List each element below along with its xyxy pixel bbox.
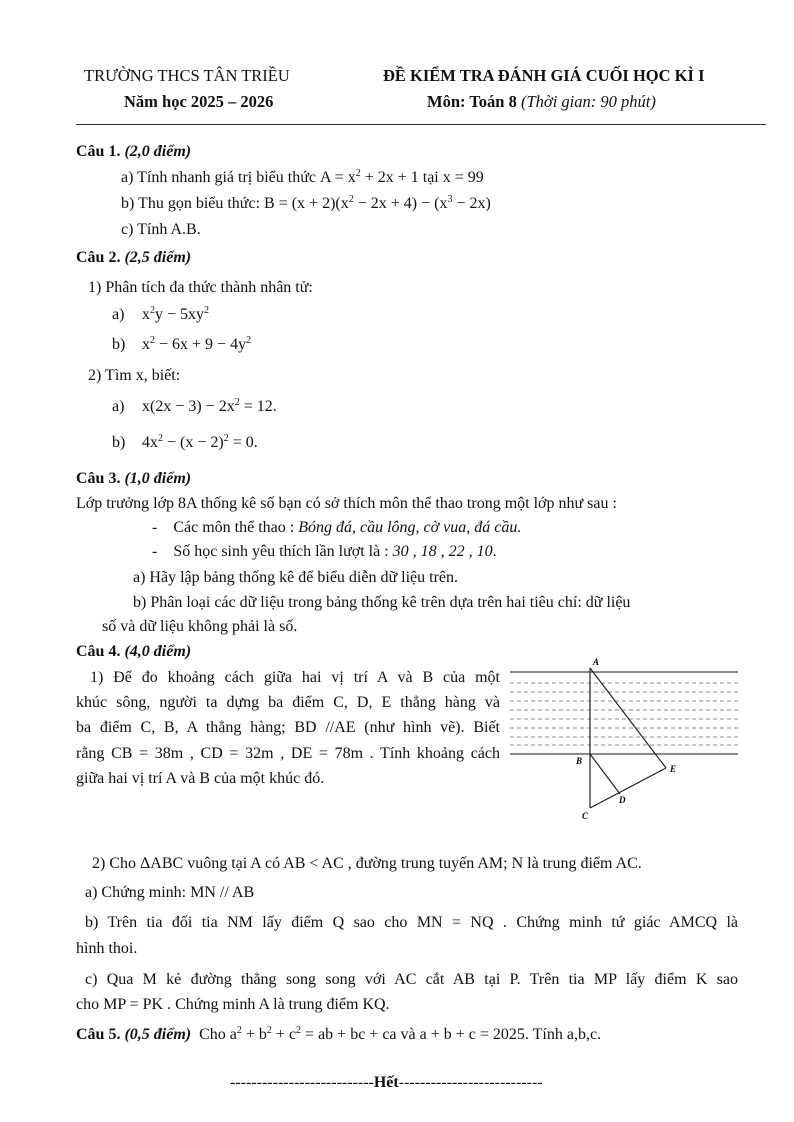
q3-bullet2-value: 30 , 18 , 22 , 10: [392, 543, 493, 560]
q2-part1: 1) Phân tích đa thức thành nhân tử:: [88, 279, 313, 296]
q5-expr-1: $a^2 + b^2 + c^2$ = ab + bc + ca: [229, 1025, 397, 1043]
q3-heading: [76, 470, 191, 488]
q4-p1-line2: khúc sông, người ta dựng ba điểm C, D, E thẳng hàng và: [76, 694, 500, 711]
q2-1b-label: b): [112, 336, 126, 353]
q4-title: Câu 4.: [76, 643, 121, 660]
q2-2b-expr: $4x^2 - (x - 2)^2 = 0$.: [142, 433, 258, 451]
q3-bullet1-value: Bóng đá, cầu lông, cờ vua, đá cầu.: [298, 519, 522, 536]
q2-1a-label: a): [112, 306, 125, 323]
river-water-lines: [510, 683, 738, 745]
q5-expr-2: a + b + c = 2025: [419, 1026, 525, 1043]
q4-p2b-line1: b) Trên tia đối tia NM lấy điểm Q sao cho MN = NQ . Chứng minh tứ giác AMCQ là: [85, 914, 738, 931]
q4-p2b-line2: hình thoi.: [76, 940, 138, 957]
triangle-lines: [590, 668, 666, 808]
q4-p1-line5: giữa hai vị trí A và B của một khúc đó.: [76, 770, 325, 787]
q3-b-line1: b) Phân loại các dữ liệu trong bảng thống kê trên dựa trên hai tiêu chí: dữ liệu: [133, 594, 631, 611]
q5-text-1: Cho: [199, 1026, 226, 1043]
q1-c: c) Tính A.B.: [121, 221, 201, 238]
q3-a: a) Hãy lập bảng thống kê để biểu diễn dữ liệu trên.: [133, 569, 459, 586]
subject: Môn: Toán 8: [427, 92, 517, 111]
q5-title: Câu 5.: [76, 1026, 121, 1043]
q2-2a-label: a): [112, 398, 125, 415]
q4-p2c-line2: cho MP = PK . Chứng minh A là trung điểm KQ.: [76, 996, 390, 1013]
duration: (Thời gian: 90 phút): [521, 92, 656, 111]
river-figure: [510, 655, 740, 835]
q2-points: (2,5 điểm): [124, 249, 192, 266]
q3-b-line2: số và dữ liệu không phải là số.: [102, 618, 298, 635]
q4-p2a: a) Chứng minh: MN // AB: [85, 884, 255, 901]
segment-AE: [590, 668, 666, 768]
label-B: B: [576, 756, 583, 766]
q1-a-mid: tại: [422, 169, 439, 186]
q1-b-expr: $B = (x + 2)(x^2 - 2x + 4) - (x^3 - 2x)$: [264, 194, 491, 212]
q2-1b-expr: $x^2 - 6x + 9 - 4y^2$: [142, 335, 252, 353]
q3-bullet1-label: Các môn thể thao :: [173, 519, 295, 536]
end-dashes-left: ---------------------------: [230, 1074, 374, 1091]
end-marker: [230, 1074, 543, 1092]
q2-part2: 2) Tìm x, biết:: [88, 367, 181, 384]
q2-1a-expr: $x^2y - 5xy^2$: [142, 305, 210, 323]
q5-text-2: và: [400, 1026, 416, 1043]
q1-a-val: x = 99: [442, 169, 484, 186]
q1-heading: [76, 143, 191, 161]
segment-BD: [590, 754, 620, 794]
q3-bullet2-label: Số học sinh yêu thích lần lượt là :: [173, 543, 389, 560]
q3-bullet-2: - Số học sinh yêu thích lần lượt là : 30 , 18 , 22 , 10.: [152, 543, 497, 560]
q4-p1-line1: 1) Để đo khoảng cách giữa hai vị trí A và B của một: [90, 669, 500, 686]
q5: [76, 1026, 601, 1044]
label-A: A: [593, 657, 600, 667]
q2-2b-label: b): [112, 434, 126, 451]
q1-a-expr: $A = x^2 + 2x + 1$: [320, 168, 419, 186]
school-name: TRƯỜNG THCS TÂN TRIỀU: [84, 66, 290, 85]
q2-title: Câu 2.: [76, 249, 121, 266]
q1-b-text: b) Thu gọn biểu thức:: [121, 195, 261, 212]
segment-CE: [590, 768, 666, 808]
q3-bullet-1: [152, 519, 521, 537]
q3-title: Câu 3.: [76, 470, 121, 487]
exam-title: ĐỀ KIỂM TRA ĐÁNH GIÁ CUỐI HỌC KÌ I: [383, 66, 705, 85]
bullet-mark: -: [152, 519, 158, 536]
q4-p2-intro: 2) Cho ΔABC vuông tại A có AB < AC , đường trung tuyến AM; N là trung điểm AC.: [92, 855, 642, 872]
label-E: E: [670, 764, 677, 774]
q1-a-text: a) Tính nhanh giá trị biểu thức: [121, 169, 316, 186]
q5-points: (0,5 điểm): [124, 1026, 192, 1043]
q4-points: (4,0 điểm): [124, 643, 192, 660]
label-D: D: [619, 795, 626, 805]
q1-title: Câu 1.: [76, 143, 121, 160]
q5-text-3: . Tính a,b,c.: [524, 1026, 602, 1043]
q1-b: [121, 195, 491, 213]
label-C: C: [582, 811, 589, 821]
q1-points: (2,0 điểm): [124, 143, 192, 160]
q3-points: (1,0 điểm): [124, 470, 192, 487]
q4-p2c-line1: c) Qua M kẻ đường thẳng song song với AC cắt AB tại P. Trên tia MP lấy điểm K sao: [85, 971, 738, 988]
bullet-mark: -: [152, 543, 158, 560]
q2-heading: [76, 249, 191, 267]
school-year: Năm học 2025 – 2026: [124, 92, 274, 111]
header-divider: [76, 124, 766, 125]
q3-intro: Lớp trưởng lớp 8A thống kê số bạn có sở thích môn thể thao trong một lớp như sau :: [76, 495, 617, 512]
end-word: Hết: [373, 1074, 399, 1091]
q1-a: [121, 169, 484, 187]
q2-2a-expr: $x(2x - 3) - 2x^2 = 12$.: [142, 397, 277, 415]
end-dashes-right: ---------------------------: [398, 1074, 543, 1091]
q4-p1-line4: rằng CB = 38m , CD = 32m , DE = 78m . Tính khoảng cách: [76, 745, 500, 762]
exam-subject-line: [427, 92, 656, 112]
q4-heading: [76, 643, 191, 661]
q4-p1-line3: ba điểm C, B, A thẳng hàng; BD //AE (như hình vẽ). Biết: [76, 719, 500, 736]
